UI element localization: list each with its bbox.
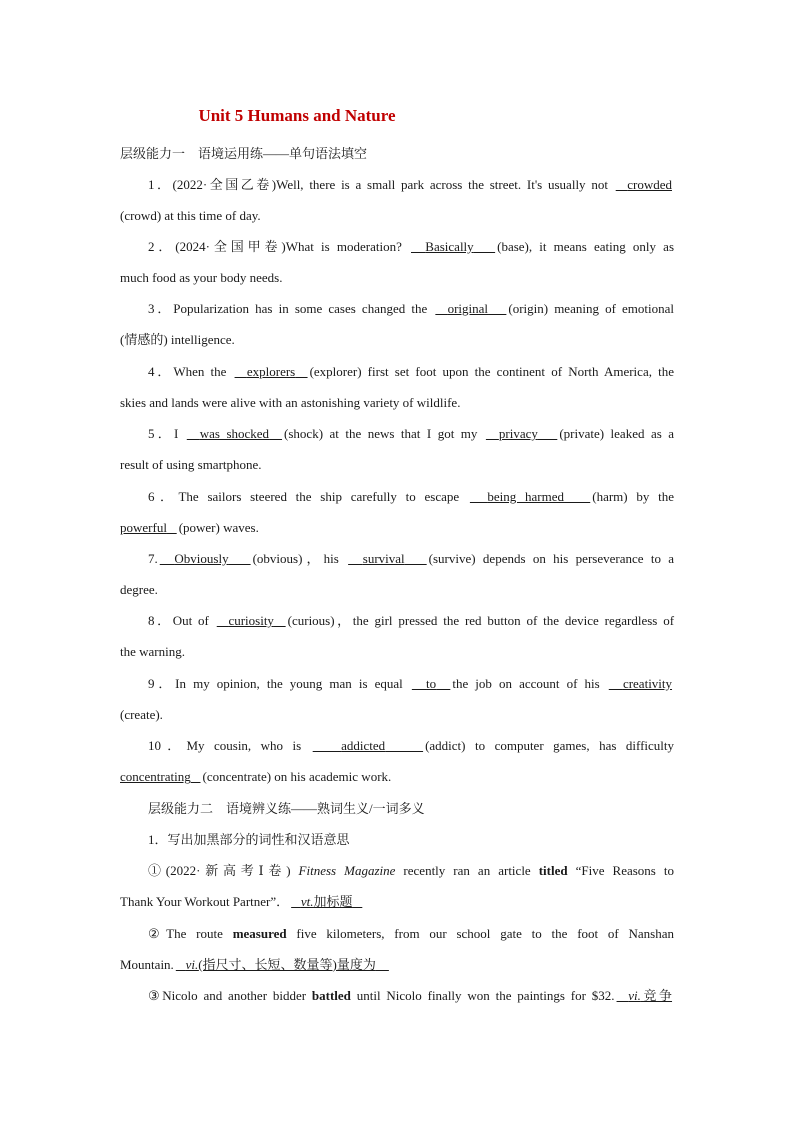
answer-blank: survival [362,551,405,566]
item-2-cont: Mountain. vi.(指尺寸、长短、数量等)量度为 [120,957,674,973]
question-10-cont: concentrating (concentrate) on his academic work. [120,769,392,784]
item-1: ①(2022·新高考Ⅰ卷) Fitness Magazine recently ran an article titled “Five Reasons to [148,863,674,878]
item-1-cont: Thank Your Workout Partner”． vt.加标题 [120,894,674,910]
answer-blank: privacy [498,426,538,441]
question-4: 4．When the explorers (explorer) first set foot upon the continent of North America, the [148,364,674,379]
page-title: Unit 5 Humans and Nature [198,106,396,125]
answer-blank: was shocked [199,426,270,441]
question-6-cont: powerful (power) waves. [120,520,259,535]
answer-blank: to [426,676,437,691]
question-1: 1．(2022·全国乙卷)Well, there is a small park across the street. It's usually not crowded [148,177,672,192]
answer-blank: explorers [246,364,296,379]
answer-blank: original [447,301,489,316]
answer-blank: Basically [425,239,474,254]
item-2: ②The route measured five kilometers, from our school gate to the foot of Nanshan [148,926,675,941]
answer-blank: vt.加标题 [300,894,353,909]
answer-blank: vi.(指尺寸、长短、数量等)量度为 [185,957,376,972]
answer-blank: concentrating [120,769,191,784]
answer-blank: creativity [622,676,673,691]
question-7-cont: degree. [120,582,158,597]
section2-instruction: 1．写出加黑部分的词性和汉语意思 [148,832,350,847]
answer-blank: powerful [120,520,167,535]
question-3-cont: (情感的) intelligence. [120,332,235,347]
question-5: 5．I was shocked (shock) at the news that I got my privacy (private) leaked as a [148,426,675,441]
question-4-cont: skies and lands were alive with an astonishing variety of wildlife. [120,395,461,410]
question-2: 2．(2024·全国甲卷)What is moderation? Basically (base), it means eating only as [148,239,674,254]
question-1-cont: (crowd) at this time of day. [120,208,261,223]
question-7: 7. Obviously (obvious)，his survival (survive) depends on his perseverance to a [148,551,675,566]
item-3: ③Nicolo and another bidder battled until Nicolo finally won the paintings for $32. vi.竞争 [148,988,673,1003]
answer-blank: curiosity [228,613,274,628]
answer-blank: being harmed [487,489,565,504]
answer-blank: Obviously [174,551,229,566]
question-6: 6．The sailors steered the ship carefully to escape being harmed (harm) by the [148,489,674,504]
answer-blank: addicted [341,738,386,753]
section-heading-2: 层级能力二 语境辨义练——熟词生义/一词多义 [148,801,425,816]
question-5-cont: result of using smartphone. [120,457,262,472]
answer-blank: vi.竞争 [628,988,673,1003]
answer-blank: crowded [627,177,672,192]
question-10: 10．My cousin, who is addicted (addict) to computer games, has difficulty [148,738,675,753]
question-3: 3．Popularization has in some cases changed the original (origin) meaning of emotional [148,301,675,316]
question-9-cont: (create). [120,707,163,722]
question-8-cont: the warning. [120,644,185,659]
question-2-cont: much food as your body needs. [120,270,283,285]
question-8: 8．Out of curiosity (curious)，the girl pressed the red button of the device regardless of [148,613,675,628]
section-heading-1: 层级能力一 语境运用练——单句语法填空 [120,146,368,161]
question-9: 9．In my opinion, the young man is equal to the job on account of his creativity [148,676,673,691]
